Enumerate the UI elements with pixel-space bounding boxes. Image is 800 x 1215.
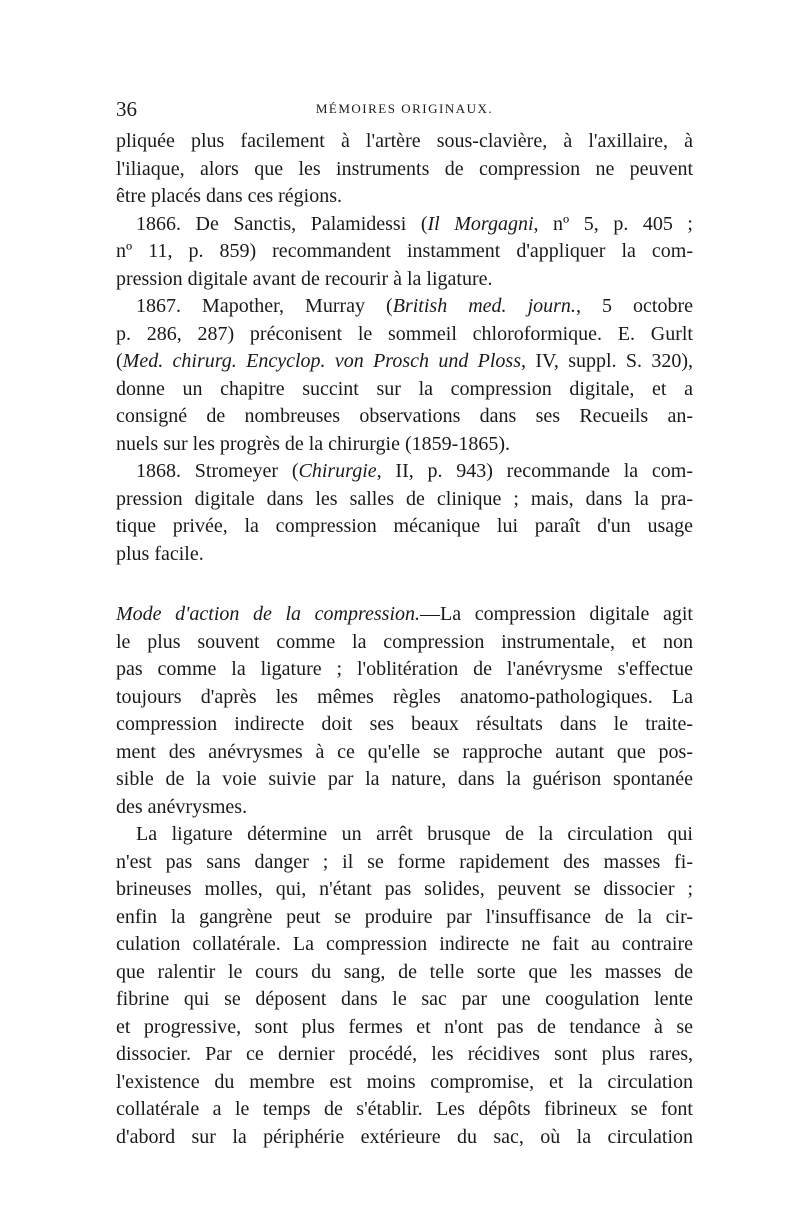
text-line: La ligature détermine un arrêt brusque de la circulation qui	[136, 823, 693, 845]
text-line: pression digitale avant de recourir à la ligature.	[116, 267, 493, 290]
text-line: 1867. Mapother, Murray (British med. journ., 5 octobre	[136, 295, 693, 317]
text-line: être placés dans ces régions.	[116, 185, 343, 207]
paragraph-mode-action	[116, 601, 693, 821]
paragraph-1866	[116, 211, 693, 294]
page-header	[116, 97, 693, 127]
text-line: pression digitale dans les salles de clinique ; mais, dans la pra-	[116, 487, 693, 510]
text-line: compression indirecte doit ses beaux résultats dans le traite-	[116, 713, 693, 735]
text-line: 1866. De Sanctis, Palamidessi (Il Morgagni, nº 5, p. 405 ;	[136, 212, 693, 235]
page-body	[116, 128, 693, 1151]
text-line: plus facile.	[116, 542, 204, 565]
paragraph-1867	[116, 293, 693, 458]
text-line: l'iliaque, alors que les instruments de compression ne peuvent	[116, 157, 693, 180]
text-line: (Med. chirurg. Encyclop. von Prosch und Ploss, IV, suppl. S. 320),	[116, 350, 693, 372]
text-line: n'est pas sans danger ; il se forme rapidement des masses fi-	[116, 850, 693, 873]
text-line: des anévrysmes.	[116, 795, 248, 818]
text-line: nº 11, p. 859) recommandent instamment d'appliquer la com-	[116, 240, 693, 262]
text-line: pas comme la ligature ; l'oblitération de l'anévrysme s'effectue	[116, 658, 693, 680]
text-line: p. 286, 287) préconisent le sommeil chloroformique. E. Gurlt	[116, 322, 693, 345]
text-line: donne un chapitre succint sur la compression digitale, et a	[116, 377, 693, 400]
text-line: sible de la voie suivie par la nature, dans la guérison spontanée	[116, 768, 693, 790]
text-line: et progressive, sont plus fermes et n'ont pas de tendance à se	[116, 1015, 693, 1038]
text-line: culation collatérale. La compression indirecte ne fait au contraire	[116, 933, 693, 955]
text-line: pliquée plus facilement à l'artère sous-clavière, à l'axillaire, à	[116, 130, 693, 152]
text-line: tique privée, la compression mécanique lui paraît d'un usage	[116, 515, 693, 537]
text-line: dissocier. Par ce dernier procédé, les récidives sont plus rares,	[116, 1043, 693, 1065]
page-number: 36	[116, 97, 137, 121]
paragraph-1868	[116, 458, 693, 568]
text-line: l'existence du membre est moins compromise, et la circulation	[116, 1070, 693, 1093]
text-line: le plus souvent comme la compression instrumentale, et non	[116, 630, 693, 653]
text-line: fibrine qui se déposent dans le sac par une coogulation lente	[116, 988, 693, 1010]
text-line: consigné de nombreuses observations dans ses Recueils an-	[116, 405, 693, 427]
text-line: brineuses molles, qui, n'étant pas solides, peuvent se dissocier ;	[116, 878, 693, 900]
paragraph-continuation	[116, 128, 693, 211]
section-gap	[116, 568, 693, 601]
running-head: MÉMOIRES ORIGINAUX.	[315, 101, 494, 116]
text-line: ment des anévrysmes à ce qu'elle se rapproche autant que pos-	[116, 740, 693, 763]
text-line: Mode d'action de la compression.—La compression digitale agit	[116, 603, 693, 625]
text-line: 1868. Stromeyer (Chirurgie, II, p. 943) recommande la com-	[136, 460, 693, 482]
text-line: toujours d'après les mêmes règles anatomo-pathologiques. La	[116, 685, 693, 708]
text-line: d'abord sur la périphérie extérieure du sac, où la circulation	[116, 1125, 693, 1148]
text-line: que ralentir le cours du sang, de telle sorte que les masses de	[116, 960, 693, 983]
text-line: nuels sur les progrès de la chirurgie (1859-1865).	[116, 432, 510, 455]
text-line: collatérale a le temps de s'établir. Les dépôts fibrineux se font	[116, 1098, 693, 1120]
paragraph-ligature	[116, 821, 693, 1151]
text-line: enfin la gangrène peut se produire par l'insuffisance de la cir-	[116, 905, 693, 928]
